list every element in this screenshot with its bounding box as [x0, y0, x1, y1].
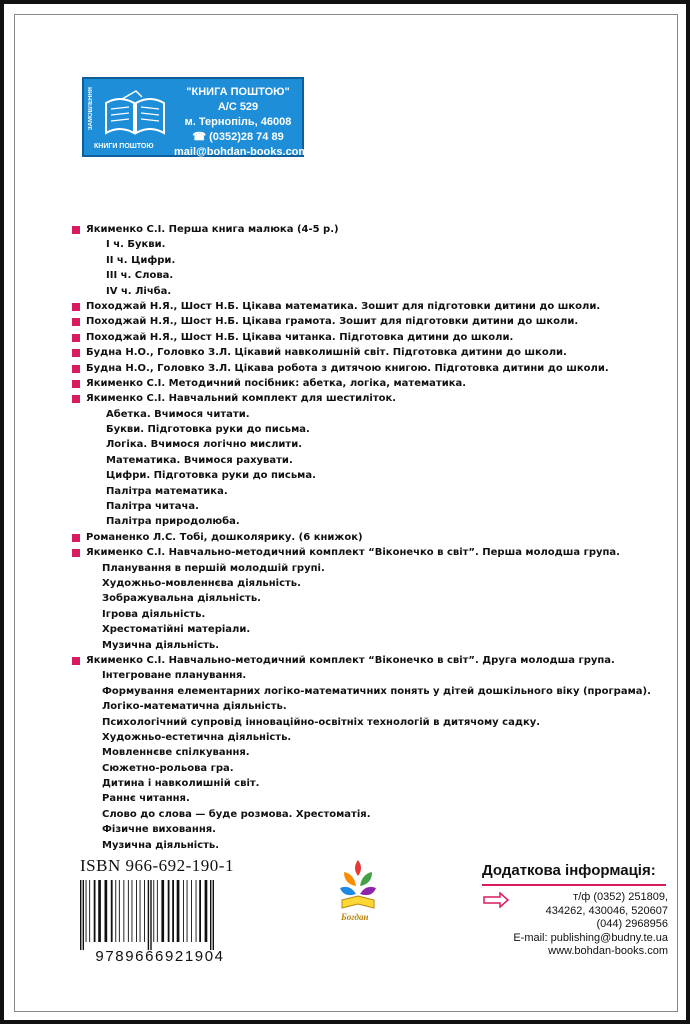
- book-text: Музична діяльність.: [102, 839, 220, 851]
- book-entry: [72, 361, 672, 376]
- book-subentry: [72, 484, 672, 499]
- book-subentry: [72, 761, 672, 776]
- bullet-square-icon: [72, 318, 80, 326]
- bullet-square-icon: [72, 303, 80, 311]
- barcode-bar: [83, 880, 84, 950]
- book-text: Мовленнєве спілкування.: [102, 747, 250, 759]
- barcode: [76, 880, 244, 950]
- contact-line: (044) 2968956: [596, 918, 668, 930]
- barcode-bar: [98, 880, 101, 942]
- barcode-bar: [153, 880, 154, 942]
- barcode-bar: [157, 880, 158, 942]
- book-text: Математика. Вчимося рахувати.: [106, 454, 293, 466]
- book-subentry: [72, 514, 672, 529]
- book-text: Якименко С.І. Навчальний комплект для шестиліток.: [86, 393, 397, 405]
- book-text: Хрестоматійні матеріали.: [102, 624, 251, 636]
- mail-order-stamp: [82, 77, 309, 158]
- book-entry: [72, 299, 672, 314]
- book-subentry: [72, 237, 672, 252]
- contact-line: E-mail: publishing@budny.te.ua: [513, 931, 668, 944]
- book-text: Слово до слова — буде розмова. Хрестоматія.: [102, 808, 371, 820]
- book-text: Походжай Н.Я., Шост Н.Б. Цікава читанка. Підготовка дитини до школи.: [86, 331, 514, 343]
- stamp-email: mail@bohdan-books.com: [174, 146, 309, 158]
- bullet-square-icon: [72, 380, 80, 388]
- barcode-bar: [128, 880, 129, 942]
- book-subentry: [72, 576, 672, 591]
- book-text: Фізичне виховання.: [102, 824, 216, 836]
- book-text: Художньо-мовленнєва діяльність.: [102, 577, 301, 589]
- contact-line: www.bohdan-books.com: [548, 945, 668, 957]
- barcode-bar: [191, 880, 192, 942]
- book-text: Інтегроване планування.: [102, 670, 247, 682]
- book-text: ІІІ ч. Слова.: [106, 270, 174, 282]
- book-subentry: [72, 407, 672, 422]
- book-subentry: [72, 591, 672, 606]
- book-text: Сюжетно-рольова гра.: [102, 762, 234, 774]
- barcode-bar: [205, 880, 208, 942]
- book-subentry: [72, 791, 672, 806]
- book-entry: [72, 330, 672, 345]
- book-subentry: [72, 715, 672, 730]
- book-text: Зображувальна діяльність.: [102, 593, 261, 605]
- stamp-side-label: ЗАМОВЛЕННЯ: [88, 87, 94, 131]
- book-entry: [72, 653, 672, 668]
- bullet-square-icon: [72, 334, 80, 342]
- bullet-square-icon: [72, 226, 80, 234]
- book-text: Якименко С.І. Навчально-методичний комплект “Віконечко в світ”. Друга молодша група.: [86, 654, 615, 666]
- book-subentry: [72, 622, 672, 637]
- book-text: IV ч. Лічба.: [106, 285, 172, 297]
- book-subentry: [72, 699, 672, 714]
- open-book-icon: [102, 89, 168, 137]
- book-text: Якименко С.І. Навчально-методичний комплект “Віконечко в світ”. Перша молодша група.: [86, 547, 620, 559]
- book-text: ІІ ч. Цифри.: [106, 254, 176, 266]
- barcode-bar: [172, 880, 174, 942]
- book-list: [72, 222, 672, 853]
- contact-heading: Додаткова інформація:: [482, 862, 656, 879]
- book-text: Логіка. Вчимося логічно мислити.: [106, 439, 303, 451]
- barcode-bar: [210, 880, 211, 950]
- book-text: Походжай Н.Я., Шост Н.Б. Цікава грамота. Зошит для підготовки дитини до школи.: [86, 316, 579, 328]
- arrow-right-icon: [482, 892, 510, 908]
- stamp-bottom-label: КНИГИ ПОШТОЮ: [94, 143, 154, 150]
- contact-info: [482, 862, 668, 959]
- book-entry: [72, 530, 672, 545]
- bullet-square-icon: [72, 349, 80, 357]
- book-subentry: [72, 838, 672, 853]
- book-entry: [72, 222, 672, 237]
- book-text: Логіко-математична діяльність.: [102, 701, 287, 713]
- book-text: Палітра природолюба.: [106, 516, 240, 528]
- book-subentry: [72, 253, 672, 268]
- barcode-bar: [80, 880, 81, 950]
- book-subentry: [72, 437, 672, 452]
- bullet-square-icon: [72, 395, 80, 403]
- book-text: Походжай Н.Я., Шост Н.Б. Цікава математика. Зошит для підготовки дитини до школи.: [86, 300, 601, 312]
- bullet-square-icon: [72, 365, 80, 373]
- barcode-number: 9789666921904: [95, 948, 225, 965]
- book-subentry: [72, 422, 672, 437]
- publisher-logo-icon: [334, 856, 382, 920]
- book-text: Ігрова діяльність.: [102, 608, 206, 620]
- contact-line: 434262, 430046, 520607: [545, 904, 668, 917]
- book-text: Цифри. Підготовка руки до письма.: [106, 470, 316, 482]
- book-text: Музична діяльність.: [102, 639, 220, 651]
- barcode-bar: [187, 880, 188, 942]
- stamp-po-box: А/С 529: [217, 101, 259, 113]
- bullet-square-icon: [72, 657, 80, 665]
- book-subentry: [72, 284, 672, 299]
- barcode-bar: [168, 880, 170, 942]
- barcode-bar: [111, 880, 113, 942]
- barcode-bar: [89, 880, 90, 942]
- barcode-bar: [199, 880, 201, 942]
- book-text: Будна Н.О., Головко З.Л. Цікава робота з дитячою книгою. Підготовка дитини до школи.: [86, 362, 609, 374]
- contact-line: т/ф (0352) 251809,: [573, 891, 668, 903]
- book-subentry: [72, 684, 672, 699]
- book-subentry: [72, 453, 672, 468]
- book-text: Палітра читача.: [106, 501, 199, 513]
- book-text: Психологічний супровід інноваційно-освітніх технологій в дитячому садку.: [102, 716, 541, 728]
- book-subentry: [72, 499, 672, 514]
- contact-underline: [482, 884, 666, 886]
- book-subentry: [72, 268, 672, 283]
- barcode-bar: [119, 880, 120, 942]
- barcode-bar: [123, 880, 124, 942]
- barcode-bar: [105, 880, 108, 942]
- book-subentry: [72, 730, 672, 745]
- book-text: Раннє читання.: [102, 793, 190, 805]
- book-entry: [72, 391, 672, 406]
- book-text: Формування елементарних логіко-математичних понять у дітей дошкільного віку (програма).: [102, 685, 651, 697]
- barcode-bar: [94, 880, 96, 942]
- book-subentry: [72, 561, 672, 576]
- barcode-bar: [86, 880, 87, 942]
- book-text: І ч. Букви.: [106, 239, 166, 251]
- book-subentry: [72, 776, 672, 791]
- barcode-bar: [148, 880, 149, 950]
- book-subentry: [72, 807, 672, 822]
- book-subentry: [72, 638, 672, 653]
- barcode-bar: [196, 880, 197, 942]
- book-entry: [72, 376, 672, 391]
- barcode-bar: [115, 880, 116, 942]
- book-text: Художньо-естетична діяльність.: [102, 731, 292, 743]
- barcode-bar: [177, 880, 180, 942]
- barcode-bar: [132, 880, 133, 942]
- book-subentry: [72, 668, 672, 683]
- book-entry: [72, 314, 672, 329]
- bullet-square-icon: [72, 534, 80, 542]
- barcode-bar: [150, 880, 151, 950]
- book-entry: [72, 545, 672, 560]
- bullet-square-icon: [72, 549, 80, 557]
- book-text: Палітра математика.: [106, 485, 228, 497]
- book-subentry: [72, 745, 672, 760]
- book-text: Будна Н.О., Головко З.Л. Цікавий навколишній світ. Підготовка дитини до школи.: [86, 347, 567, 359]
- book-text: Абетка. Вчимося читати.: [106, 408, 250, 420]
- stamp-phone: ☎ (0352)28 74 89: [192, 131, 284, 143]
- stamp-title: "КНИГА ПОШТОЮ": [186, 86, 290, 98]
- isbn-label: ISBN 966-692-190-1: [80, 856, 234, 875]
- book-entry: [72, 345, 672, 360]
- book-text: Планування в першій молодшій групі.: [102, 562, 325, 574]
- book-subentry: [72, 607, 672, 622]
- barcode-bar: [161, 880, 164, 942]
- book-text: Якименко С.І. Перша книга малюка (4-5 р.): [86, 224, 339, 235]
- barcode-bar: [140, 880, 141, 942]
- barcode-bar: [136, 880, 137, 942]
- book-subentry: [72, 822, 672, 837]
- book-text: Дитина і навколишній світ.: [102, 778, 260, 790]
- barcode-bar: [183, 880, 184, 942]
- barcode-bar: [144, 880, 145, 942]
- book-text: Якименко С.І. Методичний посібник: абетка, логіка, математика.: [86, 377, 467, 389]
- book-subentry: [72, 468, 672, 483]
- stamp-city: м. Тернопіль, 46008: [184, 116, 292, 128]
- book-text: Романенко Л.С. Тобі, дошколярику. (6 книжок): [86, 531, 363, 543]
- book-text: Букви. Підготовка руки до письма.: [106, 424, 310, 436]
- barcode-bar: [213, 880, 214, 950]
- publisher-logo-text: Богдан: [341, 912, 369, 922]
